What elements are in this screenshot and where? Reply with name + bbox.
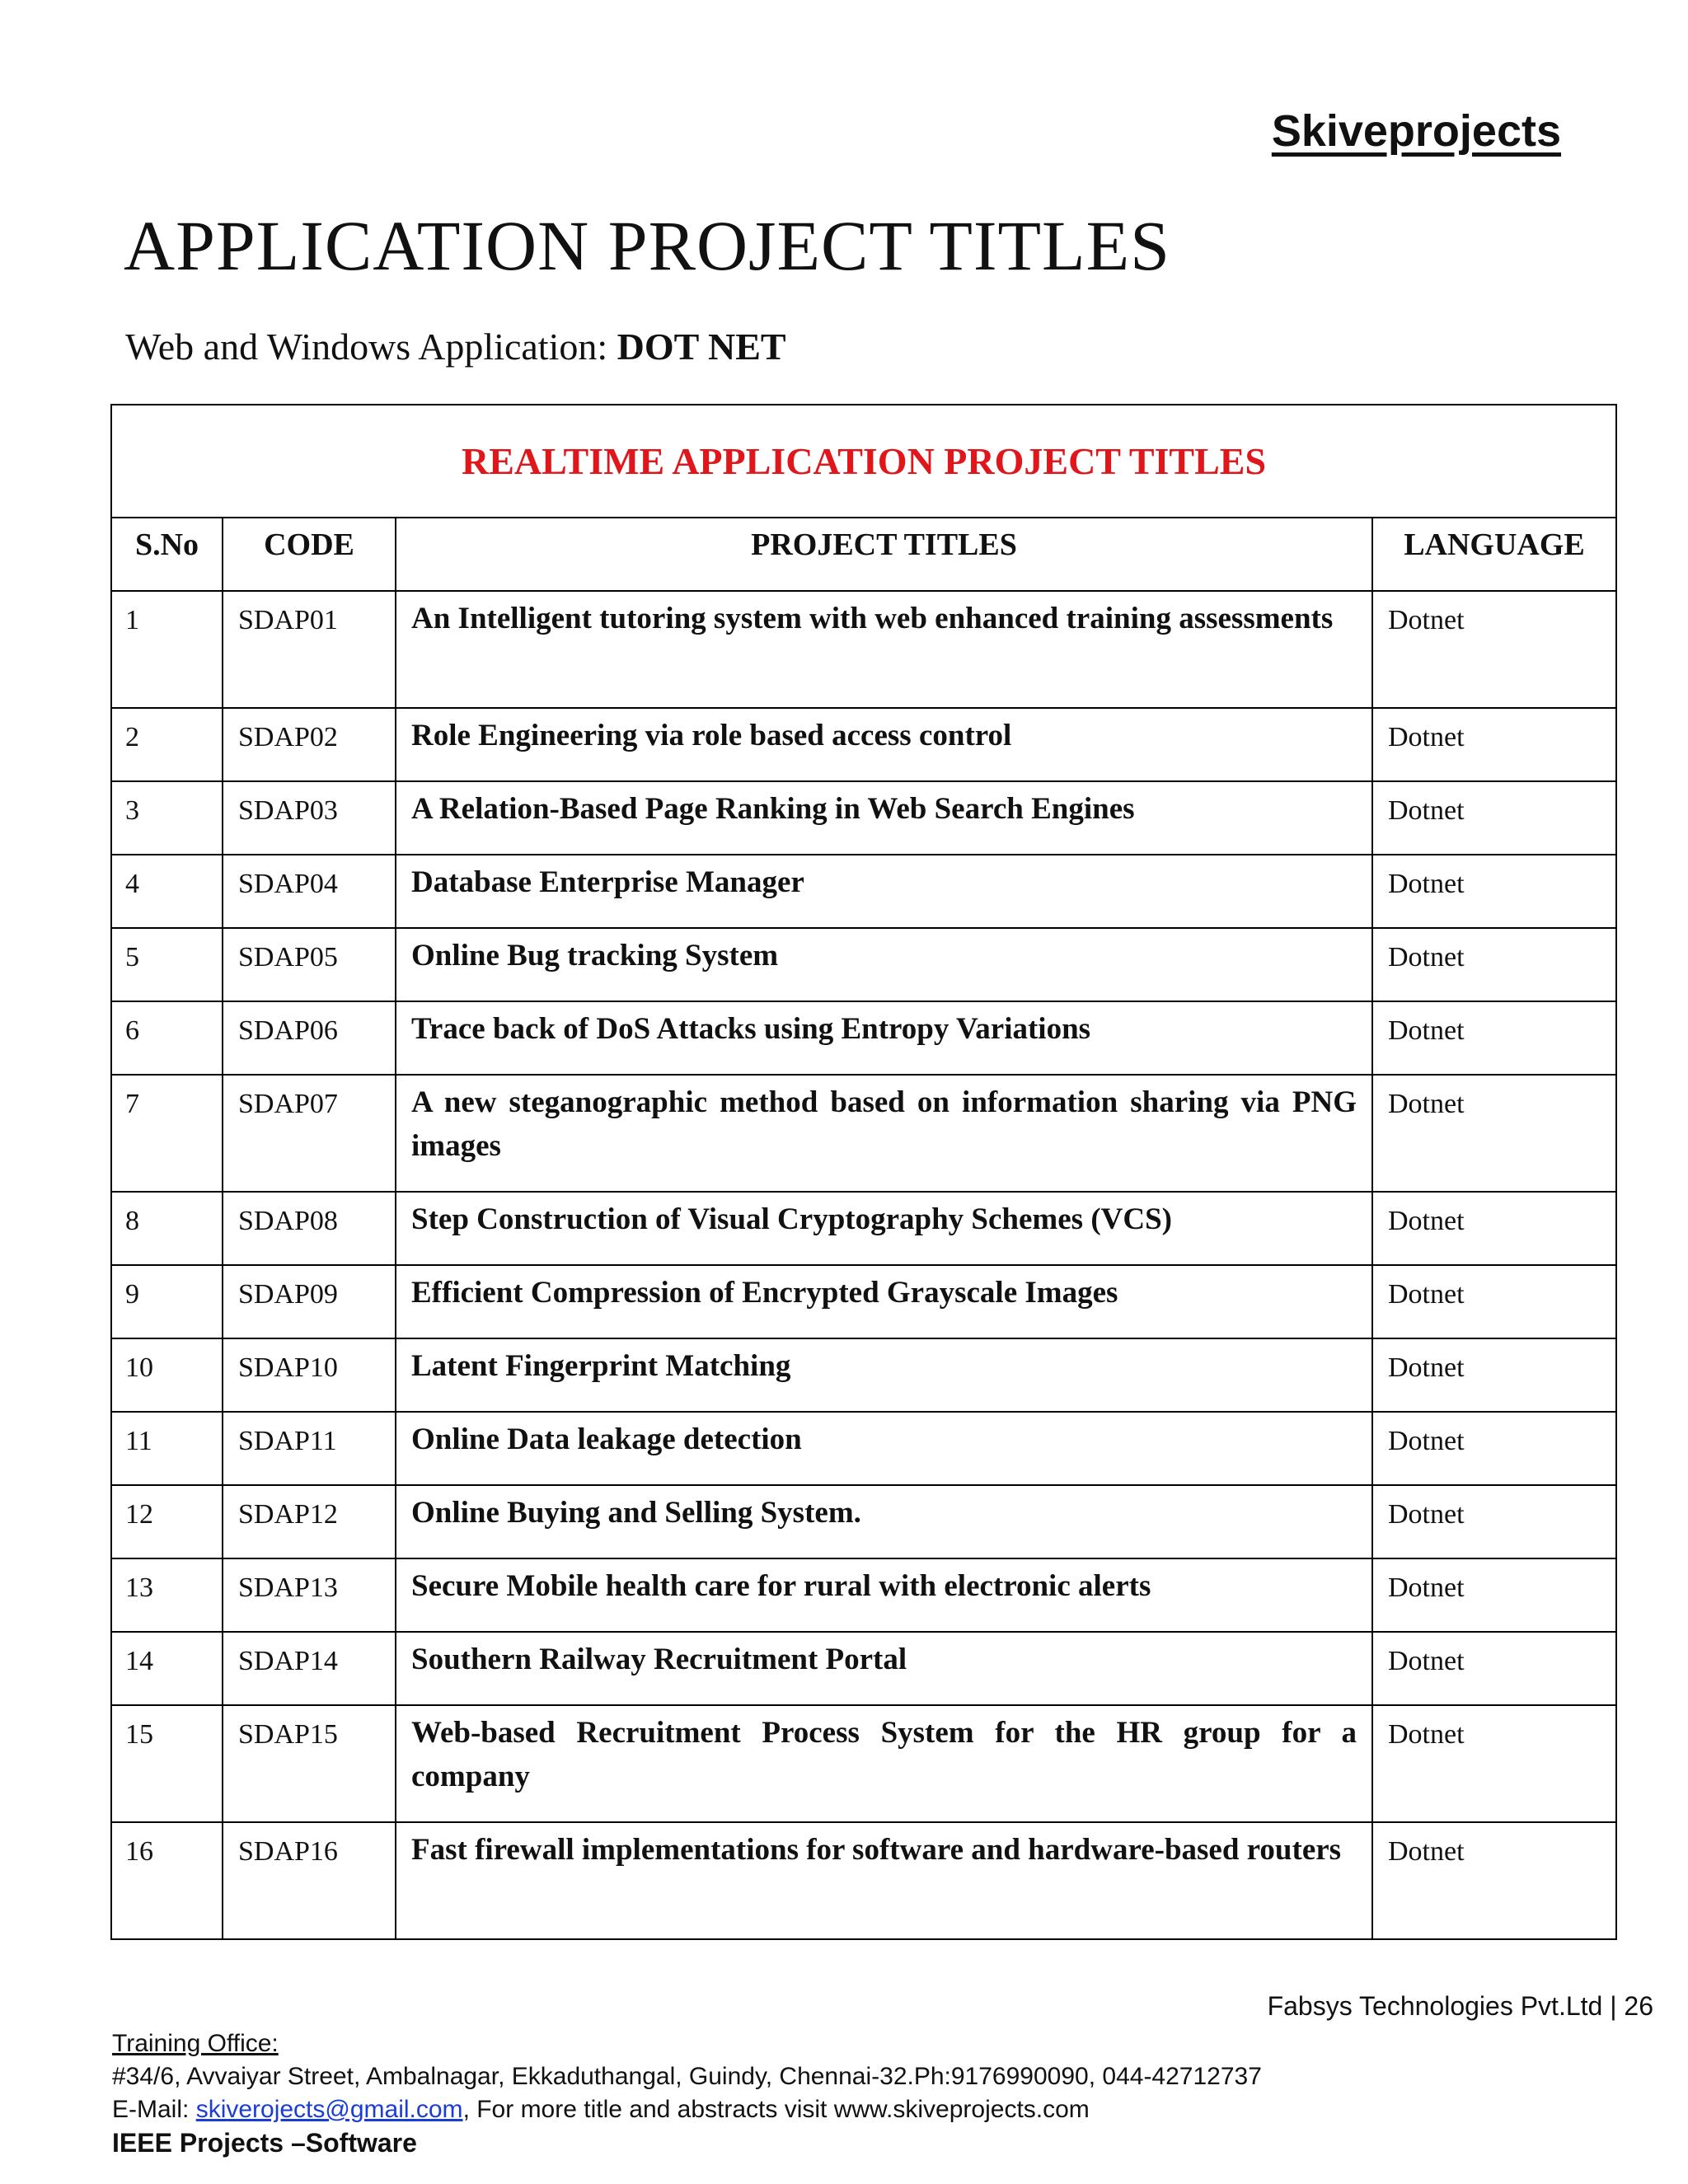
subtitle-platform: DOT NET [617, 326, 786, 368]
row-sno: 4 [111, 855, 223, 928]
row-code: SDAP11 [223, 1412, 396, 1485]
column-header-project-titles: PROJECT TITLES [396, 518, 1372, 591]
table-row [111, 708, 1616, 781]
row-sno: 7 [111, 1075, 223, 1192]
row-code: SDAP08 [223, 1192, 396, 1265]
table-row [111, 1822, 1616, 1939]
row-code: SDAP07 [223, 1075, 396, 1192]
footer-company [1268, 1991, 1653, 2022]
row-title: Trace back of DoS Attacks using Entropy Variations [396, 1001, 1372, 1075]
table-row [111, 781, 1616, 855]
table-row [111, 855, 1616, 928]
company-name: Fabsys Technologies Pvt.Ltd [1267, 1991, 1603, 2021]
row-code: SDAP16 [223, 1822, 396, 1939]
page-separator: | [1602, 1991, 1625, 2021]
table-caption: REALTIME APPLICATION PROJECT TITLES [111, 405, 1616, 518]
row-language: Dotnet [1372, 1632, 1616, 1705]
table-row [111, 1632, 1616, 1705]
row-title: A new steganographic method based on information sharing via PNG images [396, 1075, 1372, 1192]
row-language: Dotnet [1372, 1192, 1616, 1265]
table-row [111, 1001, 1616, 1075]
table-row [111, 1265, 1616, 1338]
row-language: Dotnet [1372, 1338, 1616, 1412]
table-row [111, 1485, 1616, 1558]
row-title: Step Construction of Visual Cryptography Schemes (VCS) [396, 1192, 1372, 1265]
row-code: SDAP04 [223, 855, 396, 928]
footer-ieee-label: IEEE Projects –Software [112, 2128, 417, 2158]
row-code: SDAP05 [223, 928, 396, 1001]
column-header-sno: S.No [111, 518, 223, 591]
subtitle [125, 325, 786, 368]
table-row [111, 1075, 1616, 1192]
row-language: Dotnet [1372, 1265, 1616, 1338]
table-row [111, 1705, 1616, 1822]
email-suffix: , For more title and abstracts visit www.skiveprojects.com [462, 2096, 1090, 2123]
row-code: SDAP01 [223, 591, 396, 708]
row-sno: 8 [111, 1192, 223, 1265]
row-sno: 5 [111, 928, 223, 1001]
row-code: SDAP12 [223, 1485, 396, 1558]
training-office-label: Training Office: [112, 2030, 279, 2057]
row-language: Dotnet [1372, 1412, 1616, 1485]
column-header-code: CODE [223, 518, 396, 591]
row-code: SDAP14 [223, 1632, 396, 1705]
row-language: Dotnet [1372, 855, 1616, 928]
row-language: Dotnet [1372, 781, 1616, 855]
row-sno: 3 [111, 781, 223, 855]
table-row [111, 1412, 1616, 1485]
row-language: Dotnet [1372, 1001, 1616, 1075]
page-title: APPLICATION PROJECT TITLES [124, 206, 1170, 285]
row-code: SDAP03 [223, 781, 396, 855]
brand-name: Skiveprojects [1271, 106, 1561, 156]
row-code: SDAP15 [223, 1705, 396, 1822]
row-language: Dotnet [1372, 1705, 1616, 1822]
row-code: SDAP06 [223, 1001, 396, 1075]
table-row [111, 1192, 1616, 1265]
row-title: Efficient Compression of Encrypted Grayscale Images [396, 1265, 1372, 1338]
row-sno: 9 [111, 1265, 223, 1338]
table-row [111, 591, 1616, 708]
row-title: Secure Mobile health care for rural with electronic alerts [396, 1558, 1372, 1632]
row-title: Online Data leakage detection [396, 1412, 1372, 1485]
row-sno: 16 [111, 1822, 223, 1939]
row-code: SDAP13 [223, 1558, 396, 1632]
row-title: Online Bug tracking System [396, 928, 1372, 1001]
table-row [111, 928, 1616, 1001]
row-title: A Relation-Based Page Ranking in Web Search Engines [396, 781, 1372, 855]
row-title: Latent Fingerprint Matching [396, 1338, 1372, 1412]
row-sno: 12 [111, 1485, 223, 1558]
footer [112, 2027, 1262, 2159]
email-link[interactable]: skiverojects@gmail.com [195, 2096, 463, 2123]
row-sno: 11 [111, 1412, 223, 1485]
row-language: Dotnet [1372, 928, 1616, 1001]
row-language: Dotnet [1372, 1558, 1616, 1632]
column-header-language: LANGUAGE [1372, 518, 1616, 591]
row-code: SDAP02 [223, 708, 396, 781]
row-title: Online Buying and Selling System. [396, 1485, 1372, 1558]
email-line [112, 2093, 1262, 2126]
row-title: Web-based Recruitment Process System for the HR group for a company [396, 1705, 1372, 1822]
subtitle-prefix: Web and Windows Application: [125, 326, 617, 368]
email-prefix: E-Mail: [112, 2096, 196, 2123]
row-language: Dotnet [1372, 591, 1616, 708]
row-title: Southern Railway Recruitment Portal [396, 1632, 1372, 1705]
row-language: Dotnet [1372, 1075, 1616, 1192]
table-row [111, 1558, 1616, 1632]
row-title: Role Engineering via role based access control [396, 708, 1372, 781]
row-title: An Intelligent tutoring system with web enhanced training assessments [396, 591, 1372, 708]
row-sno: 15 [111, 1705, 223, 1822]
row-code: SDAP10 [223, 1338, 396, 1412]
row-sno: 10 [111, 1338, 223, 1412]
row-sno: 2 [111, 708, 223, 781]
row-title: Fast firewall implementations for software and hardware-based routers [396, 1822, 1372, 1939]
row-language: Dotnet [1372, 708, 1616, 781]
row-sno: 1 [111, 591, 223, 708]
page-number: 26 [1624, 1991, 1653, 2021]
projects-table [110, 404, 1617, 1940]
row-language: Dotnet [1372, 1485, 1616, 1558]
table-row [111, 1338, 1616, 1412]
row-code: SDAP09 [223, 1265, 396, 1338]
row-sno: 6 [111, 1001, 223, 1075]
row-sno: 14 [111, 1632, 223, 1705]
row-title: Database Enterprise Manager [396, 855, 1372, 928]
row-sno: 13 [111, 1558, 223, 1632]
row-language: Dotnet [1372, 1822, 1616, 1939]
office-address: #34/6, Avvaiyar Street, Ambalnagar, Ekkaduthangal, Guindy, Chennai-32.Ph:9176990090, 044-42712737 [112, 2063, 1262, 2090]
